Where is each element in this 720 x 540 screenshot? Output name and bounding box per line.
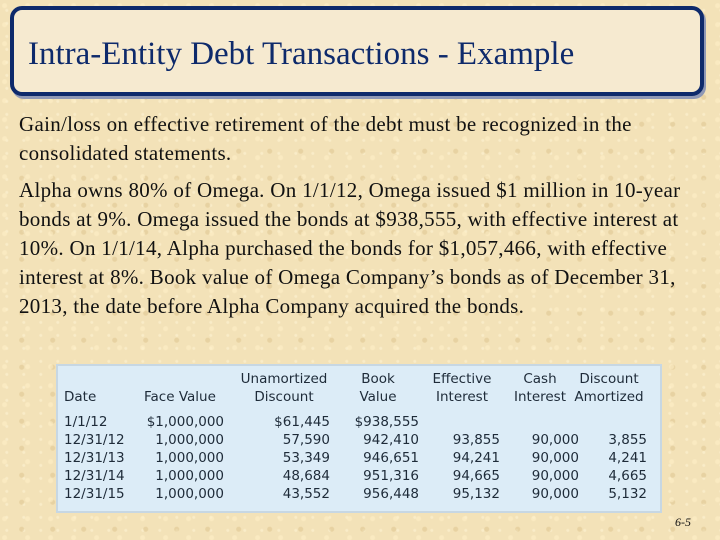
table-header-line: Date: [64, 389, 97, 405]
table-header-1: [64, 370, 136, 406]
table-cell: 90,000: [531, 450, 579, 466]
title-box: [10, 6, 704, 96]
table-cell: 43,552: [282, 486, 330, 502]
table-cell: 1/1/12: [64, 414, 108, 430]
slide-title: Intra-Entity Debt Transactions - Example: [28, 36, 575, 72]
table-cell: 94,241: [452, 450, 500, 466]
table-header-3: [238, 370, 330, 406]
table-header-line: [64, 370, 136, 388]
table-cell: 12/31/12: [64, 432, 125, 448]
table-header-line: [144, 370, 224, 388]
table-cell: 12/31/13: [64, 450, 125, 466]
table-cell: 57,590: [282, 432, 330, 448]
table-header-line: Effective: [432, 371, 492, 387]
table-header-line: Face Value: [144, 389, 216, 405]
table-cell: 95,132: [452, 486, 500, 502]
table-cell: 90,000: [531, 432, 579, 448]
table-header-line: Book: [361, 371, 395, 387]
table-cell: 90,000: [531, 468, 579, 484]
table-cell: 5,132: [608, 486, 647, 502]
table-header-2: [144, 370, 224, 406]
table-header-line: Interest: [435, 389, 489, 405]
table-cell: 90,000: [531, 486, 579, 502]
table-cell: 53,349: [282, 450, 330, 466]
table-cell: 12/31/14: [64, 468, 125, 484]
table-cell: 48,684: [282, 468, 330, 484]
table-header-line: Cash: [523, 371, 557, 387]
table-header-4: [345, 370, 411, 406]
table-cell: 951,316: [363, 468, 419, 484]
table-header-line: Unamortized: [240, 371, 328, 387]
table-cell: 1,000,000: [155, 468, 224, 484]
table-cell: 12/31/15: [64, 486, 125, 502]
table-cell: 4,241: [608, 450, 647, 466]
table-cell: $1,000,000: [146, 414, 224, 430]
table-header-line: Discount: [254, 389, 314, 405]
table-header-5: [424, 370, 500, 406]
table-cell: 946,651: [363, 450, 419, 466]
table-cell: 956,448: [363, 486, 419, 502]
table-header-line: Value: [359, 389, 397, 405]
table-cell: $938,555: [354, 414, 419, 430]
table-header-7: [569, 370, 649, 406]
table-header-line: Discount: [579, 371, 639, 387]
page-number: 6-5: [675, 515, 691, 529]
table-cell: 93,855: [452, 432, 500, 448]
amortization-table: [56, 364, 662, 513]
table-cell: 1,000,000: [155, 450, 224, 466]
example-paragraph: Alpha owns 80% of Omega. On 1/1/12, Omega issued $1 million in 10-year bonds at 9%. Omega issued the bonds at $938,555, with effective interest at 10%. On 1/1/14, Alpha purchased the bonds for $1,057,466, with effective interest at 8%. Book value of Omega Company’s bonds as of December 31, 2013, the date before Alpha Company acquired the bonds.: [19, 178, 681, 318]
table-header-line: Amortized: [574, 389, 644, 405]
table-cell: 4,665: [608, 468, 647, 484]
table-cell: 3,855: [608, 432, 647, 448]
intro-paragraph: Gain/loss on effective retirement of the debt must be recognized in the consolidated statements.: [19, 112, 632, 165]
table-cell: 942,410: [363, 432, 419, 448]
table-cell: 94,665: [452, 468, 500, 484]
table-cell: $61,445: [274, 414, 330, 430]
table-header-6: [507, 370, 573, 406]
table-header-line: Interest: [513, 389, 567, 405]
table-cell: 1,000,000: [155, 432, 224, 448]
table-cell: 1,000,000: [155, 486, 224, 502]
